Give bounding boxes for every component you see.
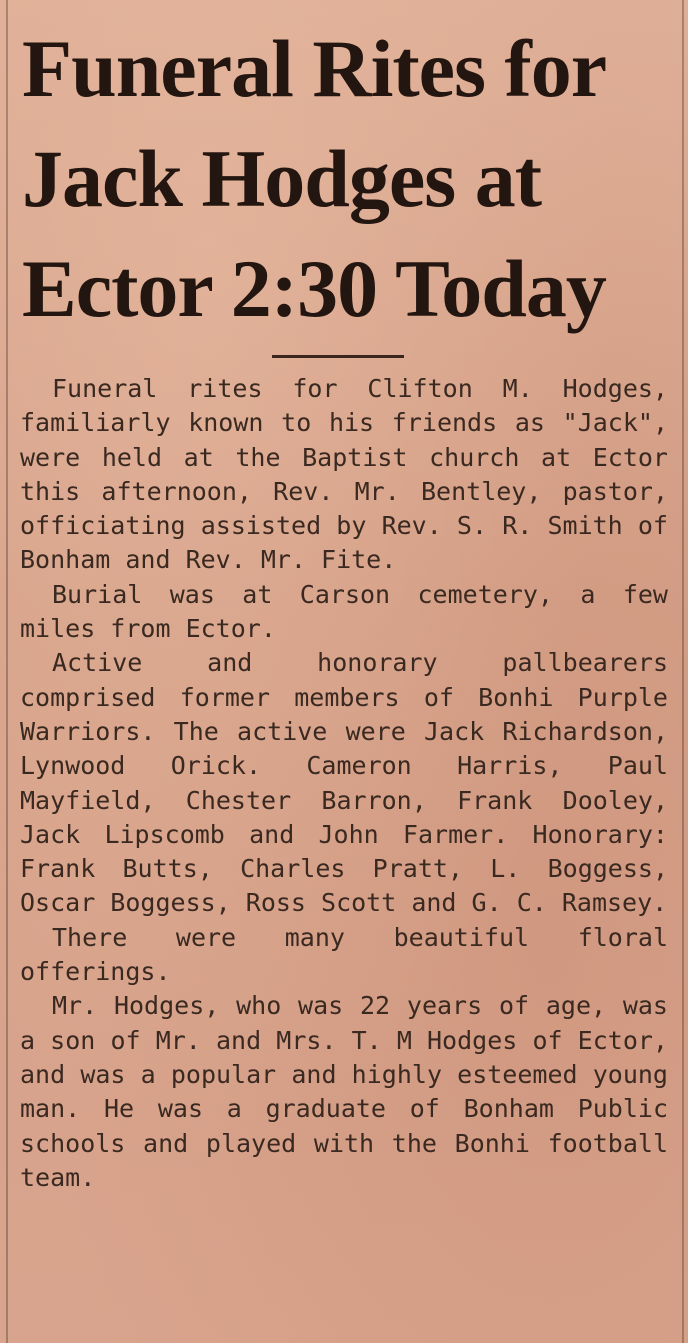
headline-line-3: Ector 2:30 Today [22, 243, 606, 334]
article-body [20, 372, 668, 1195]
column-rule-left [6, 0, 8, 1343]
column-rule-right [682, 0, 684, 1343]
article-paragraph: Mr. Hodges, who was 22 years of age, was a son of Mr. and Mrs. T. M Hodges of Ector, and was a popular and highly esteemed young man. He was a graduate of Bonham Public schools and played with the Bonhi football team. [20, 991, 668, 1192]
article-paragraph: Active and honorary pallbearers comprised former members of Bonhi Purple Warriors. The active were Jack Richardson, Lynwood Orick. Cameron Harris, Paul Mayfield, Chester Barron, Frank Dooley, Jack Lipscomb and John Farmer. Honorary: Frank Butts, Charles Pratt, L. Boggess, Oscar Boggess, Ross Scott and G. C. Ramsey. [20, 648, 668, 918]
headline-line-2: Jack Hodges at [22, 133, 541, 224]
headline-divider [272, 355, 404, 358]
headline [22, 14, 662, 344]
article-paragraph: Burial was at Carson cemetery, a few miles from Ector. [20, 579, 668, 644]
article-paragraph: There were many beautiful floral offerings. [20, 922, 668, 987]
article-paragraph: Funeral rites for Clifton M. Hodges, familiarly known to his friends as "Jack", were held at the Baptist church at Ector this afternoon, Rev. Mr. Bentley, pastor, officiating assisted by Rev. S. R. Smith of Bonham and Rev. Mr. Fite. [20, 374, 668, 575]
headline-line-1: Funeral Rites for [22, 23, 607, 114]
